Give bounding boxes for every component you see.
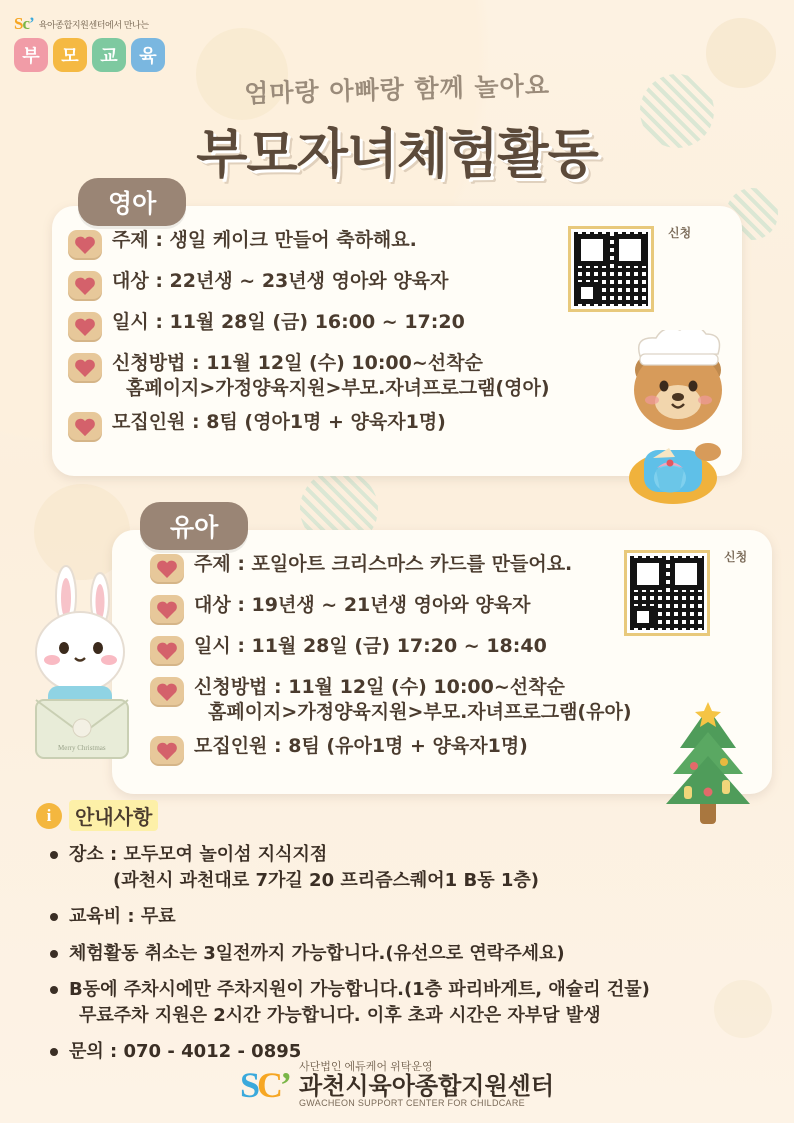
notice-contact: 문의 : 070 - 4012 - 0895 [69,1041,302,1063]
toddler-row-target: 대상 : 19년생 ~ 21년생 영아와 양육자 [194,594,531,616]
heart-cookie-icon [68,312,102,342]
bear-chef-illustration [610,330,770,505]
bullet-icon [50,1048,58,1056]
notice-fee: 교육비 : 무료 [69,906,176,928]
poster-subtitle: 엄마랑 아빠랑 함께 놀아요 [243,70,551,109]
notice-cancel: 체험활동 취소는 3일전까지 가능합니다.(유선으로 연락주세요) [69,942,565,964]
infant-qr-label: 신청 [668,226,692,240]
notice-place: 장소 : 모두모여 놀이섬 지식지점 [69,844,328,865]
notice-parking-extra: 무료주차 지원은 2시간 가능합니다. 이후 초과 시간은 자부담 발생 [79,1004,601,1026]
infant-row-capacity: 모집인원 : 8팀 (영아1명 + 양육자1명) [112,411,446,434]
list-item [50,977,750,1028]
list-item [68,228,628,260]
heart-cookie-icon [68,412,102,442]
toddler-section-tag: 유아 [140,502,248,550]
info-icon: i [36,803,62,829]
logo-chip-4: 육 [131,38,165,72]
toddler-row-datetime: 일시 : 11월 28일 (금) 17:20 ~ 18:40 [194,635,547,657]
page-title: 부모자녀체험활동 [196,124,598,185]
heart-cookie-icon [150,554,184,584]
heart-cookie-icon [68,353,102,383]
logo-chip-1: 부 [14,38,48,72]
infant-row-howto-path: 홈페이지>가정양육지원>부모.자녀프로그램(영아) [126,377,550,400]
list-item [50,904,750,930]
infant-row-target: 대상 : 22년생 ~ 23년생 영아와 양육자 [112,270,449,292]
brand-logo [14,14,182,72]
bullet-icon [50,950,58,958]
list-item [68,351,628,401]
notice-list [50,842,750,1076]
qr-code-icon[interactable] [624,550,710,636]
infant-detail-list [68,228,628,451]
christmas-tree-icon [648,700,768,830]
toddler-row-howto: 신청방법 : 11월 12일 (수) 10:00~선착순 [194,676,565,698]
list-item [68,310,628,342]
footer-center-name: 과천시육아종합지원센터 [299,1071,555,1100]
list-item [68,269,628,301]
bullet-icon [50,913,58,921]
svg-text:Merry Christmas: Merry Christmas [58,744,106,752]
list-item [50,842,750,893]
heart-cookie-icon [150,595,184,625]
infant-row-howto: 신청방법 : 11월 12일 (수) 10:00~선착순 [112,352,483,374]
infant-row-topic: 주제 : 생일 케이크 만들어 축하해요. [112,229,417,251]
toddler-row-howto-path: 홈페이지>가정양육지원>부모.자녀프로그램(유아) [208,701,632,724]
footer-logo-icon: SCʼ [239,1064,289,1105]
heart-cookie-icon [68,230,102,260]
heart-cookie-icon [150,636,184,666]
toddler-qr-block[interactable] [624,550,748,636]
heart-cookie-icon [68,271,102,301]
footer [0,1061,794,1109]
logo-mark-icon: Scʼ [14,14,34,33]
notice-parking: B동에 주차시에만 주차지원이 가능합니다.(1층 파리바게트, 애슐리 건물) [69,979,650,1001]
list-item [150,675,710,725]
heart-cookie-icon [150,677,184,707]
logo-caption: 육아종합지원센터에서 만나는 [38,19,149,30]
bullet-icon [50,851,58,859]
toddler-qr-label: 신청 [724,550,748,564]
notice-header [36,800,158,831]
infant-qr-block[interactable] [568,226,692,312]
toddler-row-capacity: 모집인원 : 8팀 (유아1명 + 양육자1명) [194,735,528,758]
list-item [150,734,710,766]
infant-section-tag: 영아 [78,178,186,226]
footer-operator: 사단법인 에듀케어 위탁운영 [299,1060,433,1073]
heart-cookie-icon [150,736,184,766]
logo-chip-2: 모 [53,38,87,72]
logo-chip-3: 교 [92,38,126,72]
list-item [150,634,710,666]
notice-title: 안내사항 [69,800,158,831]
list-item [68,410,628,442]
rabbit-illustration [14,560,144,770]
footer-center-name-en: GWACHEON SUPPORT CENTER FOR CHILDCARE [299,1098,525,1109]
list-item [50,941,750,967]
qr-code-icon[interactable] [568,226,654,312]
bullet-icon [50,986,58,994]
notice-place-address: (과천시 과천대로 7가길 20 프리즘스퀘어1 B동 1층) [113,869,539,891]
infant-row-datetime: 일시 : 11월 28일 (금) 16:00 ~ 17:20 [112,311,465,333]
toddler-row-topic: 주제 : 포일아트 크리스마스 카드를 만들어요. [194,553,573,575]
